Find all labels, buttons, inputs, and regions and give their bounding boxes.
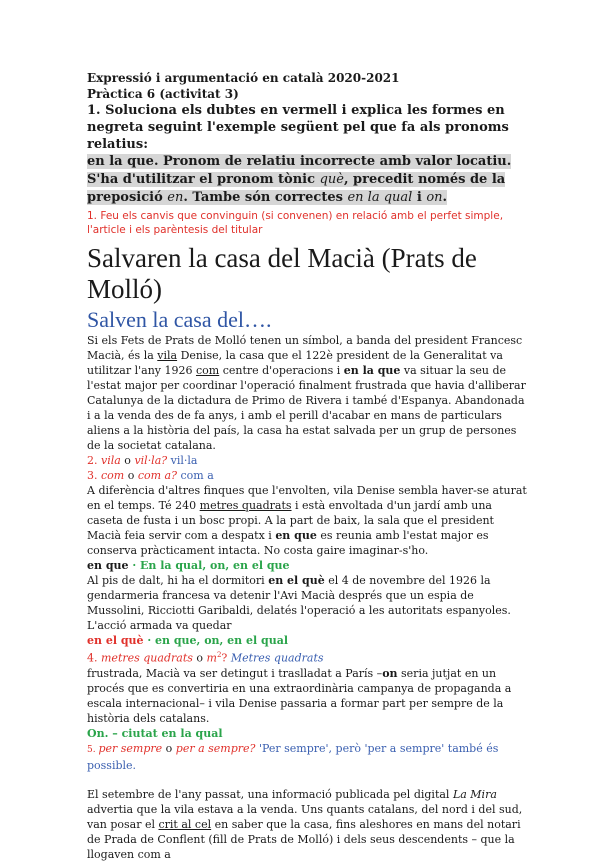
paragraph-4: frustrada, Macià va ser detingut i traslladat a París –on seria jutjat en un procés que es convertiria en una extraordinària campanya de propaganda a escala internacional– i vila Denise passaria a formar part per sempre de la història dels catalans.: [87, 666, 512, 725]
question-3: 3. com o com a? com a: [87, 469, 214, 482]
answer-en-que: en que · En la qual, on, en el que: [87, 559, 290, 572]
note-1: 1. Feu els canvis que convinguin (si convenen) en relació amb el perfet simple, l'article i els parèntesis del titular: [87, 210, 504, 236]
question-2: 2. vila o vil·la? vil·la: [87, 454, 198, 467]
document-page: [87, 70, 527, 862]
question-4: 4. metres quadrats o $m^2$? Metres quadrats: [87, 651, 324, 665]
example-explanation: en la que. Pronom de relatiu incorrecte amb valor locatiu. S'ha d'utilitzar el pronom tònic què, precedit només de la preposició en. Tambe són correctes en la qual i on.: [87, 154, 512, 205]
question-5: 5. per sempre o per a sempre? 'Per sempre', però 'per a sempre' també és possible.: [87, 741, 499, 772]
paragraph-1: Si els Fets de Prats de Molló tenen un símbol, a banda del president Francesc Macià, és la vila Denise, la casa que el 122è president de la Generalitat va utilitzar l'any 1926 com centre d'operacions i en la que va situar la seu de l'estat major per coordinar l'operació finalment frustrada que havia d'alliberar Catalunya de la dictadura de Primo de Rivera i també d'Espanya. Abandonada i a la venda des de fa anys, i amb el perill d'acabar en mans de particulars aliens a la història del país, la casa ha estat salvada per un grup de persones de la societat catalana.: [87, 334, 526, 452]
course-title: Expressió i argumentació en català 2020-2021: [87, 71, 400, 85]
article-title: Salvaren la casa del Macià (Prats de Molló): [87, 243, 477, 304]
practice-title: Pràctica 6 (activitat 3): [87, 87, 239, 101]
article-subtitle: Salven la casa del….: [87, 307, 272, 332]
paragraph-2: A diferència d'altres finques que l'envolten, vila Denise sembla haver-se aturat en el temps. Té 240 metres quadrats i està envoltada d'un jardí amb una caseta de fusta i un bosc propi. A la part de baix, la sala que el president Macià feia servir com a despatx i en que es reunia amb l'estat major es conserva pràcticament intacta. No costa gaire imaginar-s'ho.: [87, 484, 527, 557]
answer-on: On. – ciutat en la qual: [87, 726, 223, 740]
answer-en-el-que: en el què · en que, on, en el qual: [87, 634, 289, 647]
question-1: 1. Soluciona els dubtes en vermell i explica les formes en negreta seguint l'exemple següent pel que fa als pronoms relatius:: [87, 103, 509, 152]
paragraph-3: Al pis de dalt, hi ha el dormitori en el què el 4 de novembre del 1926 la gendarmeria francesa va detenir l'Avi Macià després que un espia de Mussolini, Ricciotti Garibaldi, delatés l'operació a les autoritats espanyoles. L'acció armada va quedar: [87, 574, 511, 632]
paragraph-5: El setembre de l'any passat, una informació publicada pel digital La Mira advertia que la vila estava a la venda. Uns quants catalans, del nord i del sud, van posar el crit al cel en saber que la casa, fins aleshores en mans del notari de Prada de Conflent (fill de Prats de Molló) i dels seus descendents – que la llogaven com a: [87, 787, 523, 861]
